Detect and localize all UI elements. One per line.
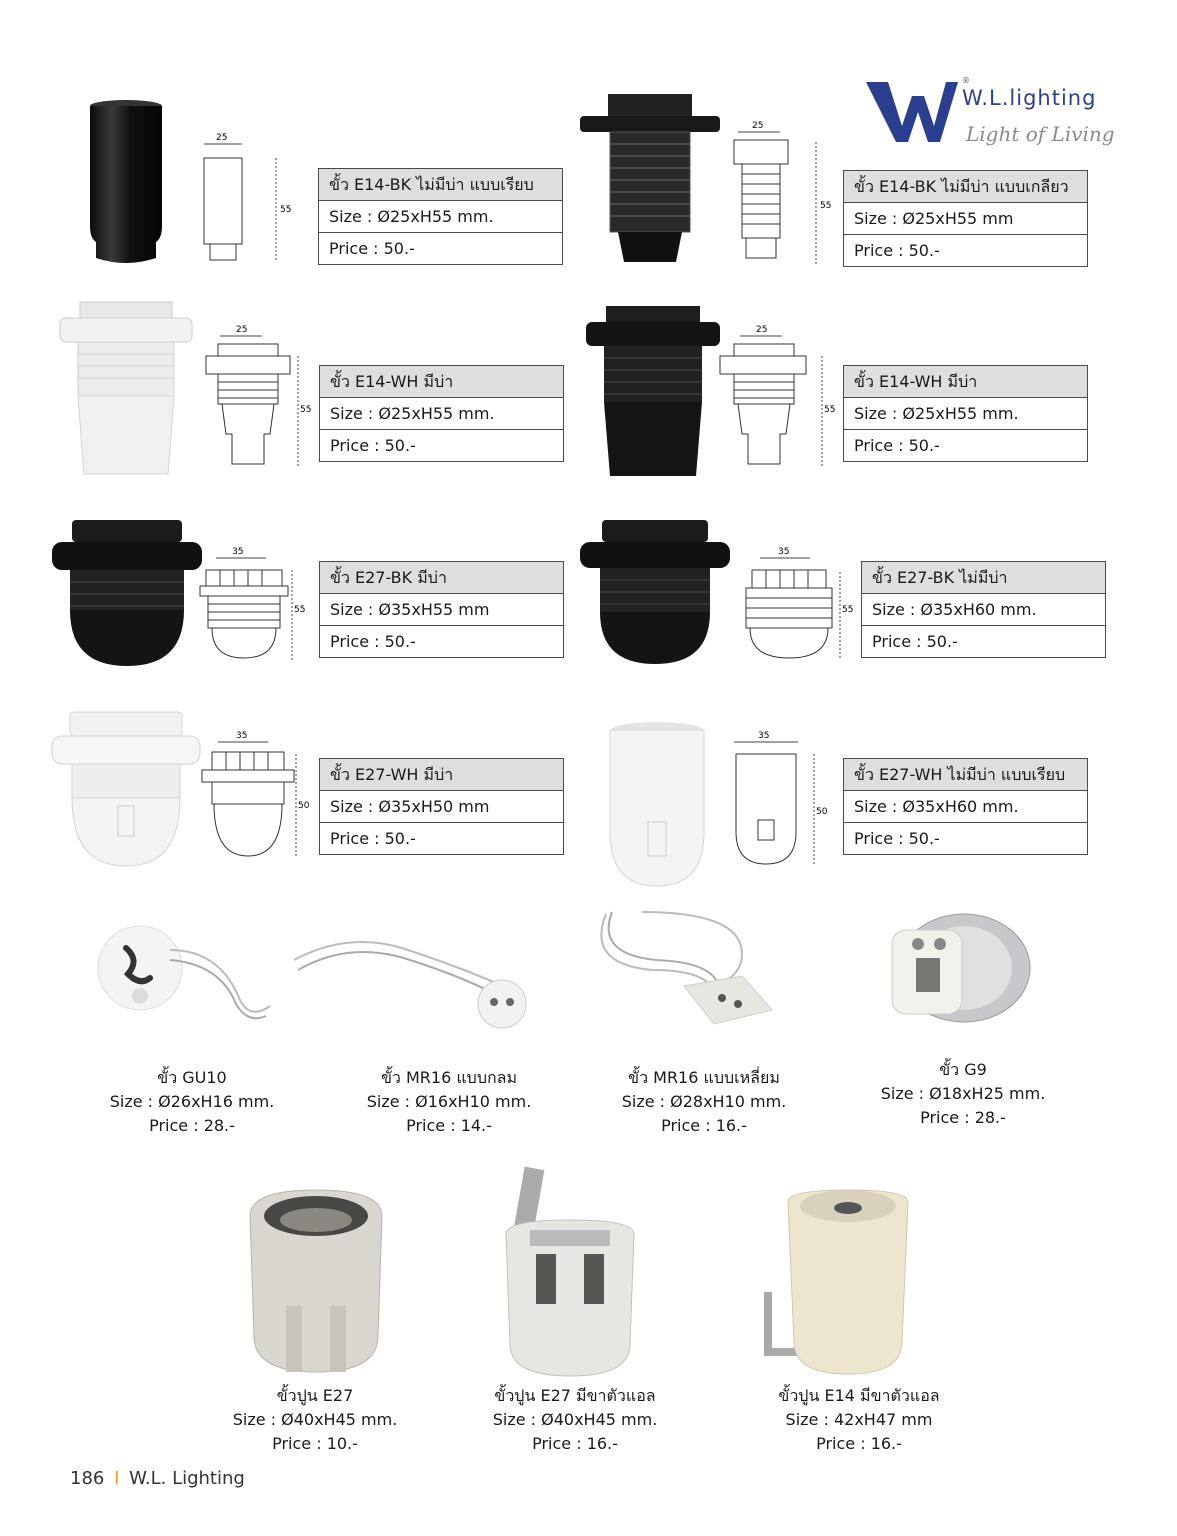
product-price: Price : 50.- xyxy=(854,241,940,260)
page-number: 186 xyxy=(70,1468,105,1489)
product-price: Price : 50.- xyxy=(872,632,958,651)
product-size: Size : Ø28xH10 mm. xyxy=(621,1092,787,1111)
dim-width-label: 25 xyxy=(236,325,248,335)
product-caption xyxy=(604,1066,804,1138)
product-size: Size : Ø35xH60 mm. xyxy=(844,791,1087,823)
dim-height-label: 55 xyxy=(300,405,312,415)
product-photo xyxy=(52,712,200,868)
product-title: ขั้ว E27-BK มีบ่า xyxy=(320,562,563,594)
product-name: ขั้ว MR16 แบบเหลี่ยม xyxy=(628,1068,780,1087)
dim-height-label: 55 xyxy=(294,605,306,615)
product-price: Price : 50.- xyxy=(330,632,416,651)
product-caption xyxy=(460,1384,690,1456)
product-price: Price : 28.- xyxy=(920,1108,1006,1127)
dimension-drawing xyxy=(726,732,828,870)
product-price: Price : 16.- xyxy=(816,1434,902,1453)
dimension-drawing xyxy=(198,732,310,862)
product-spec-box xyxy=(843,365,1088,462)
product-caption xyxy=(744,1384,974,1456)
product-photo xyxy=(580,520,730,666)
registered-mark: ® xyxy=(962,76,970,85)
product-photo xyxy=(60,302,192,478)
product-title: ขั้ว E14-BK ไม่มีบ่า แบบเกลียว xyxy=(844,171,1087,203)
product-photo xyxy=(886,908,1036,1028)
product-size: Size : Ø35xH55 mm xyxy=(320,594,563,626)
product-title: ขั้ว E14-BK ไม่มีบ่า แบบเรียบ xyxy=(319,169,562,201)
product-photo xyxy=(246,1186,386,1376)
product-size: Size : Ø26xH16 mm. xyxy=(109,1092,275,1111)
dimension-drawing xyxy=(722,118,838,268)
product-name: ขั้วปูน E27 มีขาตัวแอล xyxy=(494,1386,656,1405)
product-size: Size : Ø18xH25 mm. xyxy=(880,1084,1046,1103)
brand-logo xyxy=(866,76,1116,166)
product-name: ขั้ว MR16 แบบกลม xyxy=(380,1068,518,1087)
product-caption xyxy=(92,1066,292,1138)
product-photo xyxy=(290,920,550,1032)
dimension-drawing xyxy=(740,546,852,666)
product-size: Size : Ø40xH45 mm. xyxy=(492,1410,658,1429)
product-spec-box xyxy=(861,561,1106,658)
page-footer xyxy=(70,1468,245,1489)
footer-separator: I xyxy=(114,1468,120,1489)
product-spec-box xyxy=(319,365,564,462)
brand-name: W.L.lighting xyxy=(962,86,1097,110)
product-price: Price : 50.- xyxy=(330,829,416,848)
dimension-drawing xyxy=(714,322,836,472)
product-caption xyxy=(344,1066,554,1138)
product-photo xyxy=(90,920,282,1032)
dimension-drawing xyxy=(196,546,308,666)
dim-width-label: 35 xyxy=(778,547,790,557)
product-title: ขั้ว E14-WH มีบ่า xyxy=(320,366,563,398)
dimension-drawing xyxy=(196,130,296,270)
product-photo xyxy=(500,1164,640,1380)
product-photo xyxy=(78,98,174,266)
wl-logo-mark-icon xyxy=(866,82,958,144)
product-size: Size : Ø25xH55 mm. xyxy=(319,201,562,233)
product-title: ขั้ว E27-WH ไม่มีบ่า แบบเรียบ xyxy=(844,759,1087,791)
product-size: Size : Ø40xH45 mm. xyxy=(232,1410,398,1429)
product-spec-box xyxy=(318,168,563,265)
product-spec-box xyxy=(319,561,564,658)
product-photo xyxy=(752,1182,912,1378)
product-size: Size : Ø35xH60 mm. xyxy=(862,594,1105,626)
dim-width-label: 25 xyxy=(756,325,768,335)
dim-height-label: 50 xyxy=(816,807,828,817)
dim-height-label: 55 xyxy=(824,405,836,415)
dim-width-label: 35 xyxy=(758,731,770,741)
dim-width-label: 25 xyxy=(752,121,764,131)
dim-width-label: 35 xyxy=(232,547,244,557)
product-price: Price : 50.- xyxy=(329,239,415,258)
product-spec-box xyxy=(843,758,1088,855)
product-photo xyxy=(600,722,714,888)
dim-height-label: 55 xyxy=(820,201,832,211)
product-title: ขั้ว E14-WH มีบ่า xyxy=(844,366,1087,398)
product-size: Size : 42xH47 mm xyxy=(785,1410,933,1429)
product-title: ขั้ว E27-WH มีบ่า xyxy=(320,759,563,791)
product-photo xyxy=(52,520,202,668)
product-size: Size : Ø25xH55 mm. xyxy=(844,398,1087,430)
dim-width-label: 35 xyxy=(236,731,248,741)
dimension-drawing xyxy=(200,322,312,472)
product-price: Price : 10.- xyxy=(272,1434,358,1453)
product-name: ขั้ว GU10 xyxy=(157,1068,227,1087)
product-price: Price : 14.- xyxy=(406,1116,492,1135)
product-photo xyxy=(592,904,782,1036)
dim-height-label: 50 xyxy=(298,801,310,811)
product-price: Price : 16.- xyxy=(661,1116,747,1135)
footer-brand: W.L. Lighting xyxy=(129,1468,245,1489)
product-price: Price : 28.- xyxy=(149,1116,235,1135)
product-spec-box xyxy=(319,758,564,855)
product-name: ขั้วปูน E27 xyxy=(276,1386,354,1405)
product-price: Price : 50.- xyxy=(854,829,940,848)
product-price: Price : 50.- xyxy=(854,436,940,455)
product-size: Size : Ø35xH50 mm xyxy=(320,791,563,823)
product-size: Size : Ø25xH55 mm xyxy=(844,203,1087,235)
product-name: ขั้วปูน E14 มีขาตัวแอล xyxy=(778,1386,940,1405)
brand-tagline: Light of Living xyxy=(966,122,1115,146)
product-caption xyxy=(868,1058,1058,1130)
dim-height-label: 55 xyxy=(842,605,854,615)
product-name: ขั้ว G9 xyxy=(939,1060,987,1079)
product-photo xyxy=(586,306,720,478)
product-title: ขั้ว E27-BK ไม่มีบ่า xyxy=(862,562,1105,594)
product-price: Price : 50.- xyxy=(330,436,416,455)
product-price: Price : 16.- xyxy=(532,1434,618,1453)
dim-width-label: 25 xyxy=(216,133,228,143)
product-photo xyxy=(580,94,720,266)
dim-height-label: 55 xyxy=(280,205,292,215)
product-spec-box xyxy=(843,170,1088,267)
product-size: Size : Ø16xH10 mm. xyxy=(366,1092,532,1111)
product-caption xyxy=(210,1384,420,1456)
product-size: Size : Ø25xH55 mm. xyxy=(320,398,563,430)
